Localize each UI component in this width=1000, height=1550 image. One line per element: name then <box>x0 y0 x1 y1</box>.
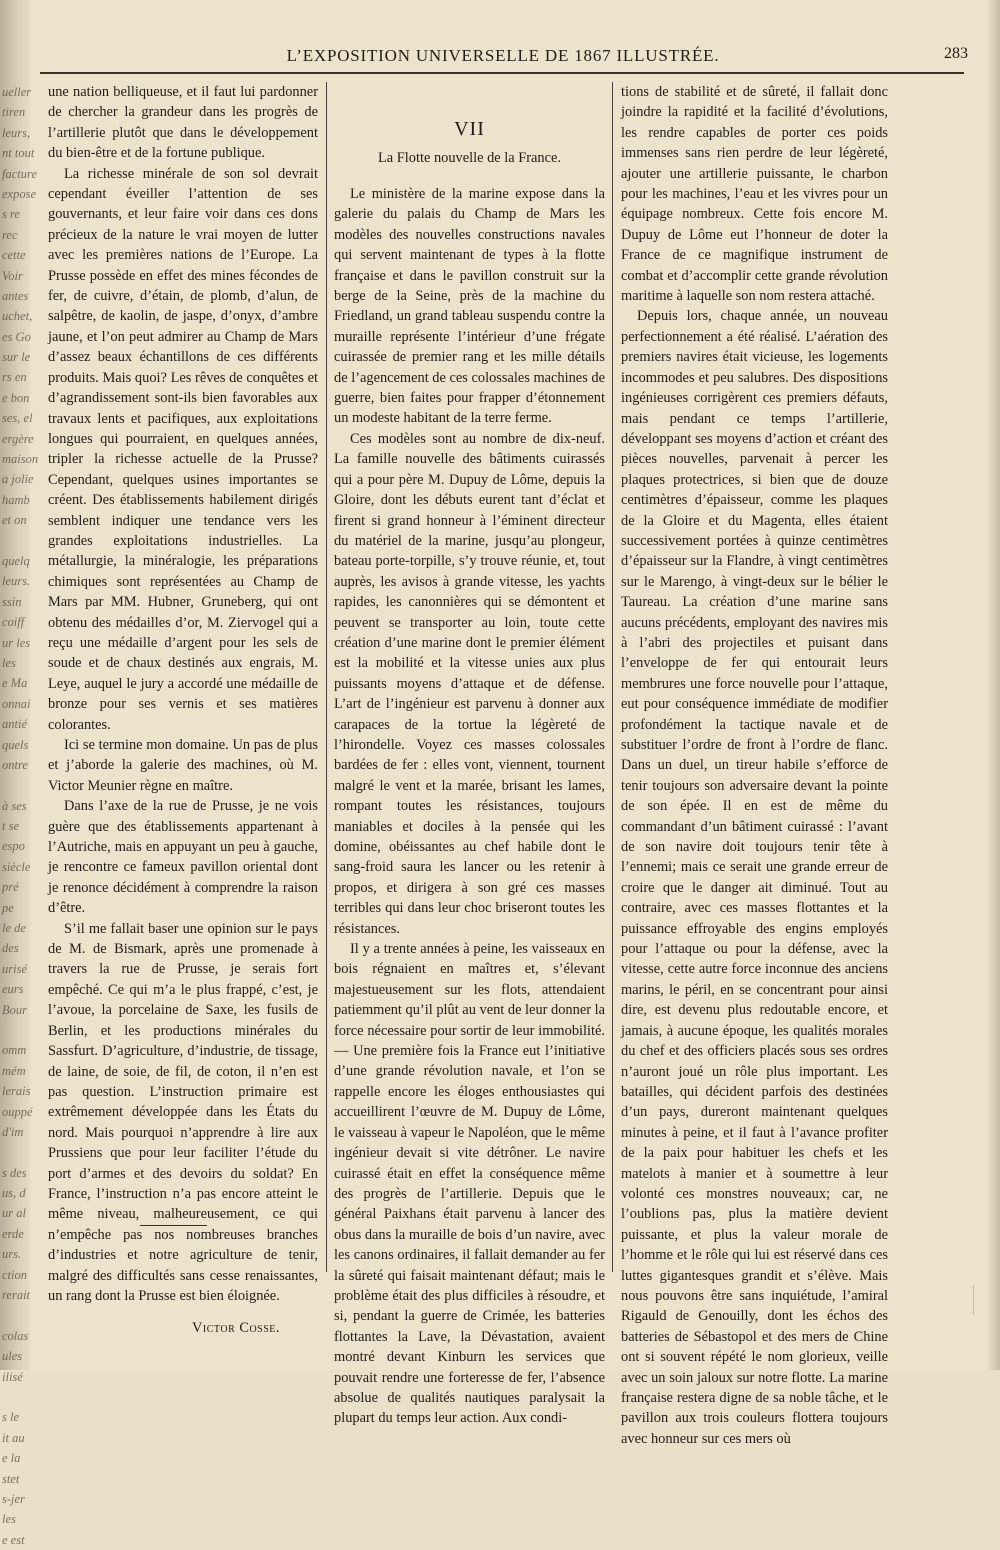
bleed-line: tiren <box>2 105 26 120</box>
bleed-line: eurs <box>2 982 24 997</box>
bleed-line <box>2 1305 30 1325</box>
bleed-line: maison <box>2 452 39 467</box>
bleed-line: ules <box>2 1349 23 1364</box>
bleed-line: siècle <box>2 859 31 874</box>
bleed-line: le de <box>2 921 26 936</box>
bleed-line: quelq <box>2 553 30 568</box>
bleed-line: onnai <box>2 696 31 711</box>
bleed-line: omm <box>2 1043 27 1058</box>
bleed-line: les <box>2 655 16 670</box>
running-header <box>38 40 968 70</box>
bleed-line: ur al <box>2 1206 26 1221</box>
bleed-line: a jolie <box>2 472 34 487</box>
bleed-line <box>2 1142 30 1162</box>
bleed-line: nt tout <box>2 146 35 161</box>
bleed-line: erde <box>2 1226 24 1241</box>
running-title: L’EXPOSITION UNIVERSELLE DE 1867 ILLUSTRÉE. <box>286 46 720 65</box>
bleed-line: les <box>2 1512 16 1527</box>
bleed-line: e Ma <box>2 676 28 691</box>
page-number: 283 <box>944 45 968 62</box>
bleed-line: des <box>2 941 19 956</box>
bleed-line: ilisé <box>2 1369 23 1384</box>
bleed-line: stet <box>2 1471 20 1486</box>
bleed-line <box>2 531 30 551</box>
paragraph: une nation belliqueuse, et il faut lui pardonner de chercher la grandeur dans les progrès de l’artillerie plutôt que dans le développement du bien-être et de la fortune publique. <box>48 84 318 162</box>
paragraph: Ces modèles sont au nombre de dix-neuf. La famille nouvelle des bâtiments cuirassés qui a pour père M. Dupuy de Lôme, depuis la Gloire, dont les débuts eurent tant d’éclat et firent si grand honneur à l’éminent directeur du matériel de la marine, jusqu’au plongeur, bateau porte-torpille, s’y trouve réunie, et, tout auprès, les avisos à grande vitesse, les yachts rapides, les canonnières qui se démontent et peuvent se transporter au loin, toute cette création d’une marine dont le premier élément est la mobilité et la vitesse unies aux plus puissants moyens d’attaque et de défense. L’art de l’ingénieur est parvenu à donner aux carapaces de la tortue la légèreté de l’hirondelle. Voyez ces masses colossales bardées de fer : elles vont, viennent, tournent malgré le vent et la marée, brisant les lames, rompant toutes les résistances, toujours maniables et dociles à la pensée qui les domine, obéissantes au chef habile dont le sang-froid saura les lancer ou les retenir à propos, et dirigera à son gré ces masses terribles qui dans leur choc briseront toutes les résistances. <box>334 430 605 937</box>
bleed-line: à ses <box>2 798 27 813</box>
bleed-line: Bour <box>2 1002 27 1017</box>
paragraph: Depuis lors, chaque année, un nouveau perfectionnement a été réalisé. L’aération des premiers navires était vicieuse, les logements incommodes et peu salubres. Des dispositions ingénieuses corrigèrent ces premiers défauts, mais pendant ce temps l’artillerie, développant ses moyens d’action et créant des pièces nouvelles, parvenait à percer les plaques protectrices, si bien que de douze centimètres d’épaisseur, comme les plaques de la Gloire et du Magenta, elles étaient successivement portées à quinze centimètres d’épaisseur sur la Flandre, à vingt centimètres sur le Marengo, à vingt-deux sur le bélier le Taureau. La création d’une marine sans aucuns précédents, employant des navires mis à l’abri des projectiles et puisant dans l’enveloppe de fer qui entourait leurs membrures une force nouvelle pour l’attaque, eut pour conséquence immédiate de modifier profondément la tactique navale et de substituer l’ordre de front à l’ordre de flanc. Dans un duel, un tireur habile s’efforce de tenir toujours son adversaire devant la pointe de son épée. Il en est de même du commandant d’un bâtiment cuirassé : l’avant de son navire doit toujours tenir tête à l’ennemi; mais ce serait une grande erreur de croire que le danger ait diminué. Tout au contraire, avec ces masses flottantes et la puissance effroyable des engins employés pour l’attaque ou pour la défense, avec la vitesse, cette autre force inconnue des anciens marins, le péril, en se concentrant pour ainsi dire, est devenu plus redoutable encore, et jamais, à aucune époque, les qualités morales du chef et des officiers placés sous ses ordres n’auront joué un rôle plus important. Les batailles, qui décident parfois des destinées d’un pays, dureront maintenant quelques minutes à peine, et il faut à l’avance profiter de la paix pour habituer les chefs et les matelots à manier et à soumettre à leur volonté ces monstres nouveaux; car, ne l’oublions pas, plus la matière devient puissante, et plus la valeur morale de l’homme et le rôle qui lui est réservé dans ces luttes gigantesques grandit et s’élève. Mais nous pouvons être sans inquiétude, l’amiral Rigauld de Genouilly, dont les échos des batteries de Sébastopol et des mers de Chine ont si souvent répété le nom glorieux, veille avec un soin jaloux sur notre flotte. La marine française restera digne de sa noble tâche, et le pavillon aux trois couleurs flottera toujours avec honneur sur ces mers où <box>621 308 888 1447</box>
bleed-line: mém <box>2 1063 26 1078</box>
bleed-line: ses, el <box>2 411 33 426</box>
bleed-line: coiff <box>2 615 25 630</box>
bleed-line: pe <box>2 900 14 915</box>
paragraph: Il y a trente années à peine, les vaisseaux en bois régnaient en maîtres et, s’élevant majestueusement sur les flots, attendaient patiemment qu’il plût au vent de leur donner la force nécessaire pour sortir de leur immobilité. — Une première fois la France eut l’initiative d’une grande révolution navale, et l’on se rappelle encore les éloges enthousiastes qui accueillirent l’œuvre de M. Dupuy de Lôme, le vaisseau à vapeur le Napoléon, que le même ingénieur devait si vite détrôner. Le navire cuirassé était en effet la conséquence même des progrès de l’artillerie. Depuis que le général Paixhans était parvenu à lancer des obus dans la muraille de bois d’un navire, avec les canons ordinaires, il fallait demander au fer la sûreté qui faisait maintenant défaut; mais le problème était des plus difficiles à résoudre, et si, pendant la guerre de Crimée, les batteries flottantes la Lave, la Dévastation, avaient montré devant Kinburn les services que pouvait rendre une forteresse de fer, l’absence absolue de qualités nautiques paralysait la plupart du temps leur action. Aux condi- <box>334 941 605 1427</box>
bleed-line <box>2 775 30 795</box>
binding-gutter <box>0 0 39 1547</box>
bleed-line: urs. <box>2 1247 22 1262</box>
author-signature: Victor Cosse. <box>192 1320 280 1337</box>
bleed-line <box>2 1387 30 1407</box>
bleed-line: ouppé <box>2 1104 33 1119</box>
bleed-line: ction <box>2 1267 27 1282</box>
bleed-line: es Go <box>2 329 31 344</box>
bleed-line: pré <box>2 880 19 895</box>
bleed-line: rerait <box>2 1288 31 1303</box>
bleed-line: rec <box>2 227 18 242</box>
column-1 <box>48 82 318 1339</box>
bleed-line: ur les <box>2 635 31 650</box>
bleed-line: t se <box>2 819 20 834</box>
bleed-line: s le <box>2 1410 20 1425</box>
section-number: VII <box>454 118 485 140</box>
bleed-line: s re <box>2 207 20 222</box>
bleed-line: espo <box>2 839 25 854</box>
bleed-line: lerais <box>2 1084 31 1099</box>
paragraph: La richesse minérale de son sol devrait cependant éveiller l’attention de ses gouvernants, et leur faire voir dans ces dons précieux de la nature le vrai moyen de lutter avec les premières nations de l’Europe. La Prusse possède en effet des mines fécondes de fer, de cuivre, d’étain, de plomb, d’alun, de salpêtre, de kaolin, de jaspe, d’onyx, d’ambre jaune, et l’on peut admirer au Champ de Mars d’assez beaux échantillons de ces différents produits. Mais quoi? Les rêves de conquêtes et d’agrandissement sont-ils bien favorables aux travaux lents et pacifiques, aux exploitations longues qui pourraient, en quelques années, tripler la richesse actuelle de la Prusse? Cependant, quelques usines importantes se créent. Des établissements habilement dirigés semblent indiquer une tendance vers les grandes exploitations industrielles. La métallurgie, la minéralogie, les préparations chimiques sont représentées au Champ de Mars par MM. Hubner, Gruneberg, qui ont obtenu des médailles d’or, M. Ziervogel qui a reçu une médaille d’argent pour les sels de soude et de chaux destinés aux engrais, M. Leye, auquel le jury a accordé une médaille de bronze pour ses vernis et ses matières colorantes. <box>48 165 318 733</box>
bleed-line: us, d <box>2 1186 26 1201</box>
column-divider-1 <box>326 82 327 1272</box>
bleed-line: expose <box>2 186 37 201</box>
bleed-line: ergère <box>2 431 34 446</box>
column-divider-2 <box>612 82 613 1272</box>
paragraph: Ici se termine mon domaine. Un pas de plus et j’aborde la galerie des machines, où M. Victor Meunier règne en maître. <box>48 737 318 794</box>
paper-tear-mark <box>973 1285 984 1315</box>
paragraph: S’il me fallait baser une opinion sur le pays de M. de Bismark, après une promenade à travers la rue de Prusse, je serais fort empêché. Ce qui m’a le plus frappé, c’est, je l’avoue, la porcelaine de Saxe, les fusils de Berlin, et les productions minérales du Sassfurt. D’agriculture, d’industrie, de tissage, de laine, de soie, de fil, de coton, il n’en est pas question. L’instruction primaire est extrêmement développée dans les États du nord. Mais pourquoi n’apprendre à lire aux Prussiens que pour leur faciliter l’étude du port d’armes et des devoirs du soldat? En France, l’instruction n’a pas encore atteint le même niveau, malheureusement, ce qui n’empêche pas nos nombreuses branches d’industries et notre agriculture de tenir, malgré des difficultés sans cesse renaissantes, un rang dont la Prusse est bien éloignée. <box>48 920 318 1304</box>
bleed-line: ssin <box>2 594 22 609</box>
bleed-line: e la <box>2 1451 21 1466</box>
bleed-line: it au <box>2 1430 25 1445</box>
page-edge-shadow <box>986 0 1000 1370</box>
bleed-line: cette <box>2 248 26 263</box>
bleed-line: antié <box>2 717 27 732</box>
bleed-line: facture <box>2 166 37 181</box>
bleed-line: sur le <box>2 350 31 365</box>
bleed-line: quels <box>2 737 29 752</box>
bleed-line: d'im <box>2 1124 24 1139</box>
section-title: La Flotte nouvelle de la France. <box>377 150 562 166</box>
bleed-line: leurs. <box>2 574 31 589</box>
bleed-line: s-jer <box>2 1491 25 1506</box>
bleed-through-text <box>2 82 39 1550</box>
bleed-line: et on <box>2 513 27 528</box>
bleed-line: Voir <box>2 268 23 283</box>
bleed-line: uchet, <box>2 309 33 324</box>
article-end-rule <box>140 1225 207 1226</box>
bleed-line <box>2 1020 30 1040</box>
bleed-line: leurs, <box>2 125 31 140</box>
bleed-line: ontre <box>2 757 28 772</box>
header-rule <box>40 72 964 74</box>
bleed-line: antes <box>2 288 29 303</box>
bleed-line: rs en <box>2 370 27 385</box>
bleed-line: urisé <box>2 961 27 976</box>
column-2 <box>334 184 605 1429</box>
paragraph: Le ministère de la marine expose dans la galerie du palais du Champ de Mars les modèles des nouvelles constructions navales qui servent maintenant de types à la flotte française et dans le pavillon construit sur la berge de la Seine, près de la machine du Friedland, un grand tableau suspendu contre la muraille représente l’intérieur d’une frégate cuirassée de premier rang et les mille détails de l’agencement de ces colossales machines de guerre, bien faites pour frapper d’étonnement un modeste habitant de la terre ferme. <box>334 186 605 427</box>
bleed-line: s des <box>2 1165 27 1180</box>
bleed-line: colas <box>2 1328 29 1343</box>
paragraph: tions de stabilité et de sûreté, il fallait donc joindre la rapidité et la facilité d’évolutions, les rendre capables de porter ces poids immenses sans rien perdre de leur légèreté, ajouter une artillerie puissante, le charbon pour les machines, l’eau et les vivres pour un équipage nombreux. Cette fois encore M. Dupuy de Lôme eut l’honneur de doter la France de ce magnifique instrument de combat et d’accomplir cette grande révolution maritime à laquelle son nom restera attaché. <box>621 84 888 305</box>
bleed-line: hamb <box>2 492 30 507</box>
paragraph: Dans l’axe de la rue de Prusse, je ne vois guère que des établissements appartenant à l’Autriche, mais en appuyant un peu à gauche, je rencontre ce fameux pavillon oriental dont je renonce décidément à comprendre la raison d’être. <box>48 798 318 917</box>
bleed-line: e est <box>2 1532 25 1547</box>
bleed-line: ueller <box>2 85 32 99</box>
bleed-line: e bon <box>2 390 30 405</box>
column-3 <box>621 82 888 1449</box>
